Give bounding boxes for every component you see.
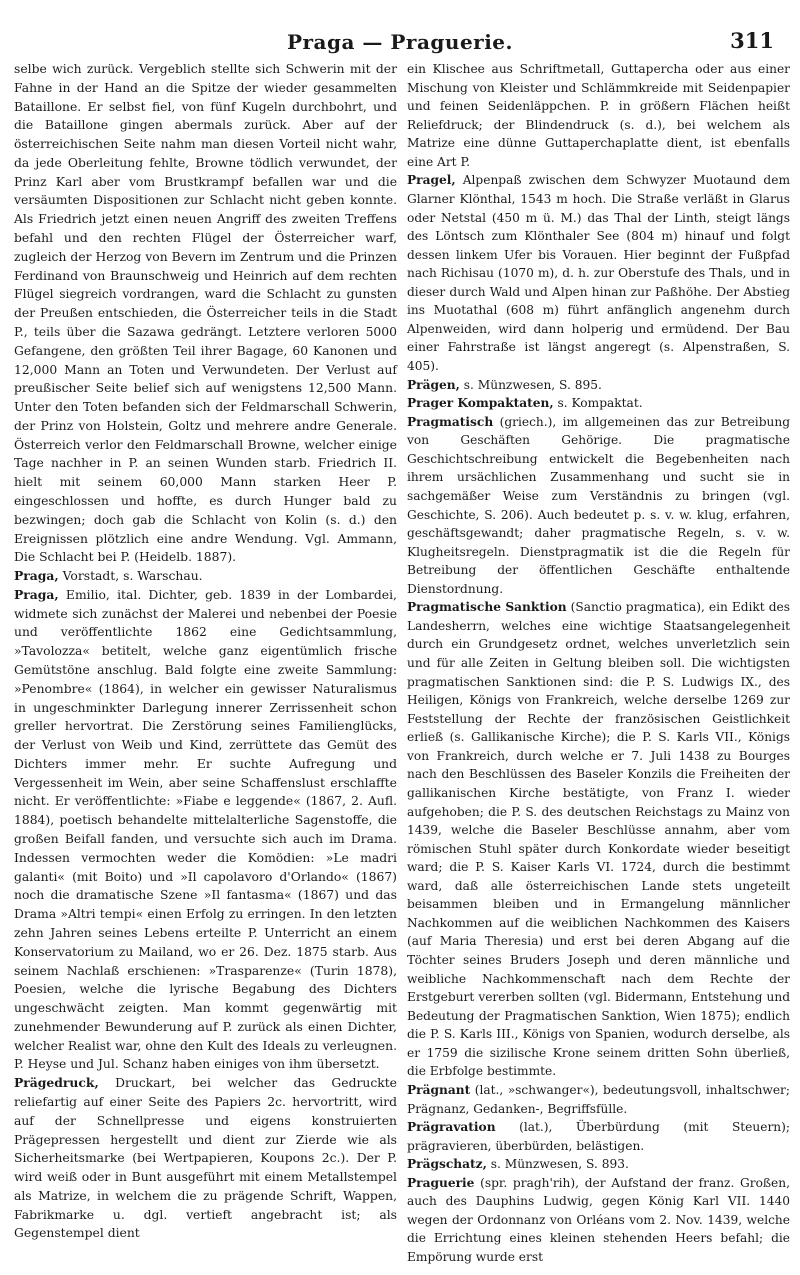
left-column [14,60,397,1243]
entry-pragel [407,171,790,375]
entry-headword: Prägschatz, [407,1157,487,1172]
entry-praga-vorstadt [14,567,397,586]
entry-headword: Prägedruck, [14,1075,99,1091]
continued-paragraph: selbe wich zurück. Vergeblich stellte sich Schwerin mit der Fahne in der Hand an die Spitze der wieder gesammelten Bataillone. Er selbst fiel, von fünf Kugeln durchbohrt, und die Bataillone gingen abermals zurück. Aber auf der österreichischen Seite nahm man diesen Vorteil nicht wahr, da jede Oberleitung fehlte, Browne tödlich verwundet, der Prinz Karl aber vom Brustkrampf befallen war und die versäumten Dispositionen zur Schlacht nicht geben konnte. Als Friedrich jetzt einen neuen Angriff des zweiten Treffens befahl und den rechten Flügel der Österreicher warf, zugleich der Herzog von Bevern im Zentrum und die Prinzen Ferdinand von Braunschweig und Heinrich auf dem rechten Flügel siegreich vordrangen, ward die Schlacht zu gunsten der Preußen entschieden, die Österreicher teils in die Stadt P., teils über die Sazawa gedrängt. Letztere verloren 5000 Gefangene, den größten Teil ihrer Bagage, 60 Kanonen und 12,000 Mann an Toten und Verwundeten. Der Verlust auf preußischer Seite belief sich auf wenigstens 12,500 Mann. Unter den Toten befanden sich der Feldmarschall Schwerin, der Prinz von Holstein, Goltz und mehrere andre Generale. Österreich verlor den Feldmarschall Browne, welcher einige Tage nachher in P. an seinen Wunden starb. Friedrich II. hielt mit seinem 60,000 Mann starken Heer P. eingeschlossen und hoffte, es durch Hunger bald zu bezwingen; doch gab die Schlacht von Kolin (s. d.) den Ereignissen plötzlich eine andre Wendung. Vgl. Ammann, Die Schlacht bei P. (Heidelb. 1887). [14,62,397,565]
entry-headword: Pragel, [407,173,456,188]
entry-text: s. Münzwesen, S. 893. [486,1157,629,1172]
continued-paragraph: ein Klischee aus Schriftmetall, Guttapercha oder aus einer Mischung von Kleister und Schlämmkreide mit Seidenpapier und feinen Seidenläppchen. P. in größern Flächen heißt Reliefdruck; der Blindendruck (s. d.), bei welchem als Matrize eine dünne Guttaperchaplatte dient, ist ebenfalls eine Art P. [407,62,790,169]
entry-text: (griech.), im allgemeinen das zur Betreibung von Geschäften Gehörige. Die pragmatische Geschichtschreibung entwickelt die Begebenheiten nach ihrem ursächlichen Zusammenhang und sucht sie in sachgemäßer Weise zum Verständnis zu bringen (vgl. Geschichte, S. 206). Auch bedeutet p. s. v. w. klug, erfahren, geschäftsgewandt; daher pragmatische Regeln, s. v. w. Klugheitsregeln. Dienstpragmatik ist die die Regeln für Betreibung der öffentlichen Geschäfte enthaltende Dienstordnung. [407,414,790,596]
entry-text: Vorstadt, s. Warschau. [58,569,203,584]
page-number: 311 [730,28,774,53]
entry-praegedruck [14,1074,397,1243]
entry-text: (Sanctio pragmatica), ein Edikt des Landesherrn, welches eine wichtige Staatsangelegenheit durch ein Grundgesetz ordnet, welches unverletzlich sein und für alle Zeiten in Geltung bleiben soll. Die wichtigsten pragmatischen Sanktionen sind: die P. S. Ludwigs IX., des Heiligen, Königs von Frankreich, welche derselbe 1269 zur Feststellung der Rechte der französischen Geistlichkeit erließ (s. Gallikanische Kirche); die P. S. Karls VII., Königs von Frankreich, durch welche er 7. Juli 1438 zu Bourges nach den Beschlüssen des Baseler Konzils die Freiheiten der gallikanischen Kirche bestätigte, von Franz I. wieder aufgehoben; die P. S. des deutschen Reichstags zu Mainz von 1439, welche die Baseler Beschlüsse annahm, aber vom römischen Stuhl später durch Konkordate wieder beseitigt ward; die P. S. Kaiser Karls VI. 1724, durch die bestimmt ward, daß alle österreichischen Lande stets ungeteilt beisammen bleiben und in Ermangelung männlicher Nachkommen auf die weiblichen Nachkommen des Kaisers (auf Maria Theresia) und erst bei deren Abgang auf die Töchter seines Bruders Joseph und deren männliche und weibliche Nachkommenschaft nach dem Rechte der Erstgeburt vererben sollten (vgl. Bidermann, Entstehung und Bedeutung der Pragmatischen Sanktion, Wien 1875); endlich die P. S. Karls III., Königs von Spanien, wodurch derselbe, als er 1759 die sizilische Krone seinem dritten Sohn überließ, die Erbfolge bestimmte. [407,600,790,1079]
entry-headword: Prägravation [407,1120,496,1135]
right-column [407,60,790,1267]
entry-praguerie [407,1174,790,1267]
entry-headword: Prägnant [407,1082,471,1097]
entry-text: Druckart, bei welcher das Gedruckte reliefartig auf einer Seite des Papiers 2c. hervortritt, wird auf der Schnellpresse und eigens konstruierten Prägepressen hergestellt und dient zur Zierde wie als Sicherheitsmarke (bei Wertpapieren, Koupons 2c.). Der P. wird weiß oder in Bunt ausgeführt mit einem Metallstempel als Matrize, in welchem die zu prägende Schrift, Wappen, Fabrikmarke u. dgl. vertieft angebracht ist; als Gegenstempel dient [14,1076,397,1241]
entry-praegravation [407,1118,790,1155]
entry-text: (lat.), Überbürdung (mit Steuern); prägravieren, überbürden, belästigen. [407,1120,790,1153]
entry-praegschatz [407,1155,790,1174]
page-header [20,14,780,54]
entry-headword: Praguerie [407,1175,475,1190]
entry-text: (lat., »schwanger«), bedeutungsvoll, inhaltschwer; Prägnanz, Gedanken-, Begriffsfülle. [407,1082,790,1116]
entry-text: s. Kompaktat. [553,396,643,411]
entry-praegnant [407,1081,790,1118]
entry-headword: Pragmatisch [407,414,494,429]
entry-text: Emilio, ital. Dichter, geb. 1839 in der Lombardei, widmete sich zunächst der Malerei und nebenbei der Poesie und veröffentlichte 1862 eine Gedichtsammlung, »Tavolozza« betitelt, welche ganz eigentümlich frische Gemütstöne anschlug. Bald folgte eine zweite Sammlung: »Penombre« (1864), in welcher ein gewisser Naturalismus in ungeschminkter Darlegung innerer Zerrissenheit schon greller hervortrat. Die Zerstörung seines Familienglücks, der Verlust von Weib und Kind, zerrüttete das Gemüt des Dichters immer mehr. Er suchte Aufregung und Vergessenheit im Wein, aber seine Schaffenslust erschlaffte nicht. Er veröffentlichte: »Fiabe e leggende« (1867, 2. Aufl. 1884), poetisch behandelte mittelalterliche Sagenstoffe, die großen Beifall fanden, und versuchte sich auch im Drama. Indessen vermochten weder die Komödien: »Le madri galanti« (mit Boito) und »Il capolavoro d'Orlando« (1867) noch die dramatische Szene »Il fantasma« (1867) und das Drama »Altri tempi« einen Erfolg zu erringen. In den letzten zehn Jahren seines Lebens erteilte P. Unterricht an einem Konservatorium zu Mailand, wo er 26. Dez. 1875 starb. Aus seinem Nachlaß erschienen: »Trasparenze« (Turin 1878), Poesien, welche die lyrische Begabung des Dichters ungeschwächt zeigten. Man kommt gegenwärtig mit zunehmender Bewunderung auf P. zurück als einen Dichter, welcher Realist war, ohne den Kult des Ideals zu verleugnen. P. Heyse und Jul. Schanz haben einiges von ihm übersetzt. [14,587,397,1072]
entry-praga-emilio [14,586,397,1074]
entry-text: Alpenpaß zwischen dem Schwyzer Muotaund dem Glarner Klönthal, 1543 m hoch. Die Straße verläßt in Glarus oder Netstal (450 m ü. M.) das Thal der Linth, steigt längs des Löntsch zum Klönthaler See (804 m) hinauf und folgt dessen linkem Ufer bis Vorauen. Hier beginnt der Fußpfad nach Richisau (1070 m), d. h. zur Oberstufe des Thals, und in dieser durch Wald und Alpen hinan zur Paßhöhe. Der Abstieg ins Muotathal (608 m) führt anfänglich angenehm durch Alpenweiden, wird dann holperig und ermüdend. Der Bau einer Fahrstraße ist längst angeregt (s. Alpenstraßen, S. 405). [407,173,790,373]
entry-pragmatische-sanktion [407,598,790,1081]
entry-praegen [407,376,790,395]
running-head: Praga — Praguerie. [286,30,513,54]
entry-prager-kompaktaten [407,394,790,413]
entry-text: (spr. pragh'rih), der Aufstand der franz. Großen, auch des Dauphins Ludwig, gegen König Karl VII. 1440 wegen der Ordonnanz von Orléans vom 2. Nov. 1439, welche die Errichtung eines kleinen stehenden Heers befahl; die Empörung wurde erst [407,1175,790,1264]
entry-headword: Prägen, [407,377,460,392]
entry-pragmatisch [407,413,790,599]
entry-headword: Praga, [14,568,59,584]
entry-text: s. Münzwesen, S. 895. [459,377,602,392]
entry-headword: Prager Kompaktaten, [407,396,554,411]
entry-headword: Praga, [14,586,59,602]
entry-headword: Pragmatische Sanktion [407,600,567,615]
